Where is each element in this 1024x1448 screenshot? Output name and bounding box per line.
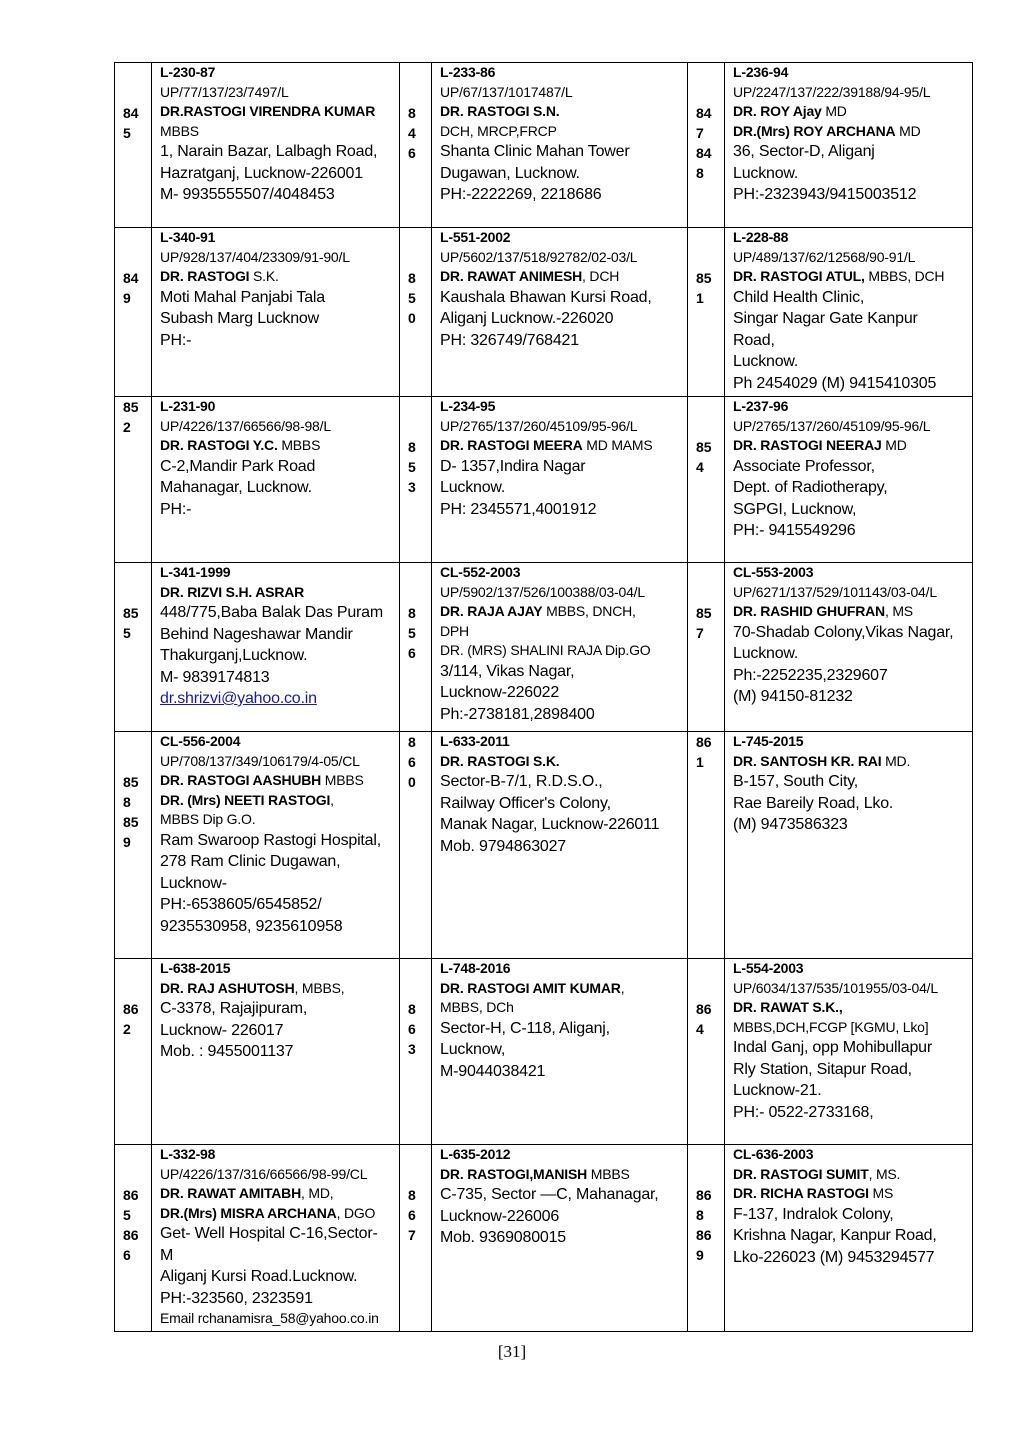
registration-number: UP/2765/137/260/45109/95-96/L — [440, 417, 638, 434]
entry-serial-number — [115, 397, 152, 563]
serial-number-text: 8 6 3 — [408, 1001, 416, 1057]
address-line: Lucknow-21. — [733, 1082, 822, 1099]
entry-serial-number — [400, 563, 432, 732]
entry-serial-number — [688, 228, 725, 397]
address-line: PH:- — [160, 500, 192, 518]
entry-serial-number — [115, 959, 152, 1145]
address-line: 1, Narain Bazar, Lalbagh Road, — [160, 143, 378, 160]
doctor-qualification: , — [330, 791, 334, 808]
registration-code: L-234-95 — [440, 398, 496, 414]
address-line: M- 9935555507/4048453 — [160, 186, 335, 203]
address-line: Child Health Clinic, — [733, 288, 865, 306]
doctor-name-line — [733, 1165, 968, 1185]
doctor-entry — [152, 228, 400, 397]
entry-serial-number — [688, 563, 725, 732]
registration-number: UP/489/137/62/12568/90-91/L — [733, 248, 916, 265]
directory-row — [115, 228, 973, 397]
address-line: C-735, Sector —C, Mahanagar, — [440, 1186, 659, 1203]
doctor-name: DR. RASTOGI ATUL, — [733, 268, 865, 284]
registration-number: UP/5902/137/526/100388/03-04/L — [440, 583, 645, 600]
doctor-name-line — [160, 791, 395, 811]
doctor-name-line — [733, 267, 968, 287]
doctor-entry — [725, 959, 973, 1145]
address-line: PH:-2323943/9415003512 — [733, 186, 917, 203]
qualification-line: DPH — [440, 622, 469, 639]
doctor-qualification: MD — [895, 122, 921, 139]
address-line: Lko-226023 (M) 9453294577 — [733, 1248, 935, 1266]
address-line: Ram Swaroop Rastogi Hospital, — [160, 831, 381, 849]
address-line: PH:-6538605/6545852/ — [160, 896, 322, 913]
doctor-entry — [152, 959, 400, 1145]
entry-serial-number — [400, 397, 432, 563]
doctor-name-line — [733, 1184, 968, 1204]
doctor-name-line — [733, 752, 968, 772]
serial-number-text: 86 1 — [696, 734, 712, 770]
doctor-qualification: MBBS, DNCH, — [542, 603, 636, 619]
doctor-name: DR. RASTOGI,MANISH — [440, 1165, 588, 1182]
doctor-name: DR.RASTOGI VIRENDRA KUMAR — [160, 103, 376, 119]
doctor-qualification: , MD, — [301, 1185, 334, 1201]
address-line: SGPGI, Lucknow, — [733, 500, 857, 518]
doctor-qualification: , — [620, 979, 625, 996]
doctor-entry — [152, 732, 400, 959]
registration-number: UP/2765/137/260/45109/95-96/L — [733, 417, 931, 434]
doctor-name-line — [733, 102, 968, 122]
address-line: Singar Nagar Gate Kanpur — [733, 310, 918, 327]
serial-number-text: 8 6 0 — [408, 734, 416, 790]
doctor-name: DR. RICHA RASTOGI — [733, 1185, 869, 1201]
doctor-name-line — [160, 1184, 395, 1204]
doctor-name: DR.(Mrs) ROY ARCHANA — [733, 122, 896, 139]
address-line: Manak Nagar, Lucknow-226011 — [440, 816, 660, 833]
qualification-line: MBBS — [160, 122, 199, 139]
doctor-name-line — [160, 1204, 395, 1224]
address-line: PH:- 9415549296 — [733, 522, 856, 539]
registration-number: UP/67/137/1017487/L — [440, 83, 573, 100]
directory-row — [115, 1145, 973, 1332]
address-line: Lucknow-226022 — [440, 684, 560, 701]
doctor-qualification: MD. — [881, 752, 911, 769]
directory-row — [115, 563, 973, 732]
entry-serial-number — [400, 1145, 432, 1332]
address-line: Mob. 9794863027 — [440, 837, 567, 855]
doctor-name: DR. RAWAT ANIMESH — [440, 268, 583, 284]
doctor-name-line — [733, 998, 968, 1018]
qualification-line: MBBS, DCh — [440, 999, 514, 1015]
doctor-name-line — [440, 1165, 683, 1185]
address-line: PH:- 0522-2733168, — [733, 1103, 874, 1121]
registration-code: CL-636-2003 — [733, 1146, 814, 1162]
email-link[interactable]: dr.shrizvi@yahoo.co.in — [160, 690, 317, 707]
registration-code: L-237-96 — [733, 398, 789, 414]
doctor-entry — [432, 397, 688, 563]
registration-code: L-551-2002 — [440, 229, 511, 245]
address-line: Lucknow- — [160, 874, 227, 892]
address-line: PH:-2222269, 2218686 — [440, 186, 602, 203]
registration-number: UP/5602/137/518/92782/02-03/L — [440, 248, 638, 265]
address-line: Lucknow. — [733, 164, 799, 182]
doctor-name: DR. RAJ ASHUTOSH — [160, 979, 295, 996]
serial-number-text: 85 7 — [696, 605, 712, 641]
doctor-qualification: , DCH — [582, 268, 620, 284]
address-line: M- 9839174813 — [160, 668, 270, 686]
registration-code: CL-553-2003 — [733, 564, 814, 580]
registration-number: UP/4226/137/316/66566/98-99/CL — [160, 1165, 368, 1182]
doctor-name: DR. RASHID GHUFRAN — [733, 603, 885, 619]
doctor-qualification: MBBS, DCH — [864, 268, 945, 284]
entry-serial-number — [400, 228, 432, 397]
registration-code: CL-552-2003 — [440, 564, 521, 580]
address-line: PH: 2345571,4001912 — [440, 500, 597, 518]
doctor-name-line — [160, 267, 395, 287]
address-line: Lucknow. — [733, 645, 799, 662]
doctor-qualification: , MS. — [868, 1165, 901, 1182]
address-line: Rae Bareily Road, Lko. — [733, 794, 894, 812]
doctor-entry — [152, 63, 400, 228]
serial-number-text: 86 2 — [123, 1001, 139, 1037]
doctor-qualification: MBBS — [587, 1165, 630, 1182]
doctor-name-line — [160, 979, 395, 999]
address-line: Dugawan, Lucknow. — [440, 164, 580, 182]
doctor-entry — [725, 1145, 973, 1332]
doctor-entry — [152, 397, 400, 563]
doctor-qualification: MD — [821, 103, 847, 119]
doctor-name: DR. RAJA AJAY — [440, 603, 543, 619]
doctor-entry — [725, 63, 973, 228]
address-line: F-137, Indralok Colony, — [733, 1205, 894, 1223]
doctor-qualification: MS — [868, 1185, 894, 1201]
doctor-entry — [725, 397, 973, 563]
doctor-qualification: , MBBS, — [294, 979, 345, 996]
address-line: Lucknow, — [440, 1041, 506, 1058]
doctor-qualification: , DGO — [336, 1204, 376, 1221]
address-line: Mahanagar, Lucknow. — [160, 479, 312, 496]
address-line: Ph:-2252235,2329607 — [733, 666, 888, 684]
serial-number-text: 85 8 85 9 — [123, 774, 139, 850]
address-line: 278 Ram Clinic Dugawan, — [160, 853, 341, 870]
address-line: PH:-323560, 2323591 — [160, 1289, 313, 1307]
qualification-line: MBBS Dip G.O. — [160, 811, 256, 827]
qualification-line: DCH, MRCP,FRCP — [440, 122, 557, 139]
address-line: Road, — [733, 331, 775, 349]
registration-code: L-233-86 — [440, 64, 496, 80]
doctor-entry — [432, 1145, 688, 1332]
doctor-entry — [432, 959, 688, 1145]
doctor-name: DR. RASTOGI Y.C. — [160, 437, 278, 453]
address-line: M-9044038421 — [440, 1062, 546, 1080]
registration-code: CL-556-2004 — [160, 733, 241, 749]
address-line: Associate Professor, — [733, 457, 875, 475]
entry-serial-number — [688, 1145, 725, 1332]
registration-number: UP/6271/137/529/101143/03-04/L — [733, 583, 937, 600]
registration-code: L-748-2016 — [440, 960, 511, 976]
registration-number: UP/2247/137/222/39188/94-95/L — [733, 83, 931, 100]
doctor-name: DR. RASTOGI AASHUBH — [160, 772, 322, 788]
serial-number-text: 84 5 — [123, 105, 139, 141]
registration-number: UP/928/137/404/23309/91-90/L — [160, 248, 350, 265]
address-line: 36, Sector-D, Aliganj — [733, 143, 875, 160]
doctor-name: DR. RASTOGI SUMIT — [733, 1165, 869, 1182]
doctor-name: DR. SANTOSH KR. RAI — [733, 752, 882, 769]
address-line: PH: 326749/768421 — [440, 331, 579, 349]
address-line: Thakurganj,Lucknow. — [160, 647, 308, 664]
address-line: Sector-B-7/1, R.D.S.O., — [440, 773, 603, 790]
serial-number-text: 85 4 — [696, 439, 712, 475]
address-line: Behind Nageshawar Mandir — [160, 625, 353, 643]
doctor-qualification: MD — [881, 437, 907, 453]
address-line: (M) 94150-81232 — [733, 688, 853, 705]
doctor-name-line — [733, 122, 968, 142]
doctor-name: DR. RIZVI S.H. ASRAR — [160, 583, 305, 600]
directory-row — [115, 397, 973, 563]
qualification-line: Email rchanamisra_58@yahoo.co.in — [160, 1310, 379, 1326]
serial-number-text: 84 9 — [123, 270, 139, 306]
page-number: [31] — [497, 1342, 527, 1361]
doctor-qualification: , MS — [884, 603, 913, 619]
address-line: B-157, South City, — [733, 773, 859, 790]
registration-code: L-332-98 — [160, 1146, 216, 1162]
doctor-entry — [725, 732, 973, 959]
doctor-name: DR. RASTOGI NEERAJ — [733, 437, 882, 453]
doctor-qualification: MBBS — [321, 772, 364, 788]
address-line: Get- Well Hospital C-16,Sector- — [160, 1225, 378, 1242]
doctor-name-line — [160, 102, 395, 122]
doctor-entry — [432, 63, 688, 228]
entry-serial-number — [115, 228, 152, 397]
address-line: Krishna Nagar, Kanpur Road, — [733, 1227, 937, 1244]
address-line: C-2,Mandir Park Road — [160, 457, 316, 475]
address-line: (M) 9473586323 — [733, 816, 848, 833]
address-line: M — [160, 1246, 174, 1264]
entry-serial-number — [115, 563, 152, 732]
registration-number: UP/4226/137/66566/98-98/L — [160, 417, 331, 434]
registration-number: UP/708/137/349/106179/4-05/CL — [160, 752, 360, 769]
entry-serial-number — [688, 63, 725, 228]
directory-row — [115, 732, 973, 959]
doctor-name-line — [440, 436, 683, 456]
registration-code: L-228-88 — [733, 229, 789, 245]
address-line: Lucknow- 226017 — [160, 1021, 284, 1039]
doctor-name: DR. RASTOGI S.K. — [440, 752, 560, 769]
address-line: Hazratganj, Lucknow-226001 — [160, 164, 363, 182]
serial-number-text: 85 5 — [123, 605, 139, 641]
entry-serial-number — [400, 732, 432, 959]
qualification-line: DR. (MRS) SHALINI RAJA Dip.GO — [440, 642, 651, 658]
doctor-directory-table — [114, 62, 973, 1332]
address-line: PH:- — [160, 331, 192, 349]
address-line: Dept. of Radiotherapy, — [733, 479, 888, 496]
qualification-line: MBBS,DCH,FCGP [KGMU, Lko] — [733, 1018, 929, 1035]
serial-number-text: 86 8 86 9 — [696, 1187, 712, 1263]
address-line: C-3378, Rajajipuram, — [160, 1000, 308, 1017]
address-line: 9235530958, 9235610958 — [160, 917, 343, 935]
registration-code: L-554-2003 — [733, 960, 804, 976]
registration-code: L-633-2011 — [440, 733, 510, 749]
doctor-qualification: MD MAMS — [582, 437, 653, 453]
serial-number-text: 85 1 — [696, 270, 712, 306]
address-line: Mob. 9369080015 — [440, 1229, 567, 1246]
doctor-name: DR. ROY Ajay — [733, 103, 822, 119]
registration-number: UP/77/137/23/7497/L — [160, 83, 289, 100]
doctor-name: DR. RASTOGI AMIT KUMAR — [440, 979, 621, 996]
address-line: 448/775,Baba Balak Das Puram — [160, 604, 383, 621]
registration-code: L-745-2015 — [733, 733, 804, 749]
address-line: Aliganj Kursi Road.Lucknow. — [160, 1268, 358, 1285]
registration-code: L-340-91 — [160, 229, 216, 245]
doctor-name-line — [440, 602, 683, 622]
serial-number-text: 8 4 6 — [408, 105, 416, 161]
address-line: 70-Shadab Colony,Vikas Nagar, — [733, 623, 954, 641]
serial-number-text: 86 5 86 6 — [123, 1187, 139, 1263]
doctor-name: DR. RAWAT S.K., — [733, 999, 843, 1015]
address-line: Shanta Clinic Mahan Tower — [440, 143, 630, 160]
registration-code: L-635-2012 — [440, 1146, 511, 1162]
doctor-entry — [432, 732, 688, 959]
entry-serial-number — [688, 397, 725, 563]
registration-code: L-638-2015 — [160, 960, 231, 976]
address-line: Ph 2454029 (M) 9415410305 — [733, 374, 937, 392]
address-line: Indal Ganj, opp Mohibullapur — [733, 1039, 932, 1056]
doctor-name-line — [440, 102, 683, 122]
serial-number-text: 8 5 3 — [408, 439, 416, 495]
entry-serial-number — [400, 63, 432, 228]
serial-number-text: 85 2 — [123, 399, 139, 435]
doctor-name-line — [440, 979, 683, 999]
doctor-name: DR. RASTOGI — [160, 268, 250, 284]
doctor-name-line — [440, 267, 683, 287]
registration-code: L-341-1999 — [160, 564, 231, 580]
address-line: Subash Marg Lucknow — [160, 310, 319, 327]
serial-number-text: 86 4 — [696, 1001, 712, 1037]
doctor-name: DR. (Mrs) NEETI RASTOGI — [160, 791, 331, 808]
doctor-name-line — [733, 436, 968, 456]
doctor-name-line — [440, 752, 683, 772]
doctor-entry — [152, 563, 400, 732]
entry-serial-number — [115, 63, 152, 228]
serial-number-text: 8 5 0 — [408, 270, 416, 326]
doctor-entry — [432, 563, 688, 732]
entry-serial-number — [688, 732, 725, 959]
directory-row — [115, 63, 973, 228]
doctor-name: DR. RAWAT AMITABH — [160, 1185, 301, 1201]
address-line: Railway Officer's Colony, — [440, 794, 611, 812]
address-line: Rly Station, Sitapur Road, — [733, 1060, 912, 1078]
doctor-entry — [432, 228, 688, 397]
address-line: Sector-H, C-118, Aliganj, — [440, 1019, 610, 1037]
serial-number-text: 8 6 7 — [408, 1187, 416, 1243]
doctor-qualification: S.K. — [249, 268, 279, 284]
address-line: Aliganj Lucknow.-226020 — [440, 310, 614, 327]
entry-serial-number — [688, 959, 725, 1145]
doctor-name-line — [733, 602, 968, 622]
address-line: D- 1357,Indira Nagar — [440, 457, 586, 475]
registration-number: UP/6034/137/535/101955/03-04/L — [733, 979, 938, 996]
doctor-name: DR. RASTOGI MEERA — [440, 437, 583, 453]
address-line: Lucknow. — [733, 353, 799, 370]
address-line: 3/114, Vikas Nagar, — [440, 662, 575, 680]
entry-serial-number — [400, 959, 432, 1145]
doctor-qualification: MBBS — [277, 437, 321, 453]
doctor-entry — [152, 1145, 400, 1332]
directory-row — [115, 959, 973, 1145]
doctor-entry — [725, 228, 973, 397]
address-line: Lucknow. — [440, 479, 506, 496]
address-line: Lucknow-226006 — [440, 1207, 560, 1225]
address-line: Ph:-2738181,2898400 — [440, 705, 595, 723]
entry-serial-number — [115, 1145, 152, 1332]
address-line: Moti Mahal Panjabi Tala — [160, 288, 325, 306]
doctor-name-line — [160, 771, 395, 791]
entry-serial-number — [115, 732, 152, 959]
registration-code: L-230-87 — [160, 64, 216, 80]
address-line: Kaushala Bhawan Kursi Road, — [440, 288, 652, 306]
doctor-name: DR. RASTOGI S.N. — [440, 103, 560, 119]
registration-code: L-231-90 — [160, 398, 216, 414]
address-line: Mob. : 9455001137 — [160, 1043, 294, 1060]
doctor-name-line — [160, 583, 395, 603]
registration-code: L-236-94 — [733, 64, 789, 80]
serial-number-text: 8 5 6 — [408, 605, 416, 661]
doctor-name-line — [160, 436, 395, 456]
doctor-name: DR.(Mrs) MISRA ARCHANA — [160, 1204, 337, 1221]
serial-number-text: 84 7 84 8 — [696, 105, 712, 181]
doctor-entry — [725, 563, 973, 732]
